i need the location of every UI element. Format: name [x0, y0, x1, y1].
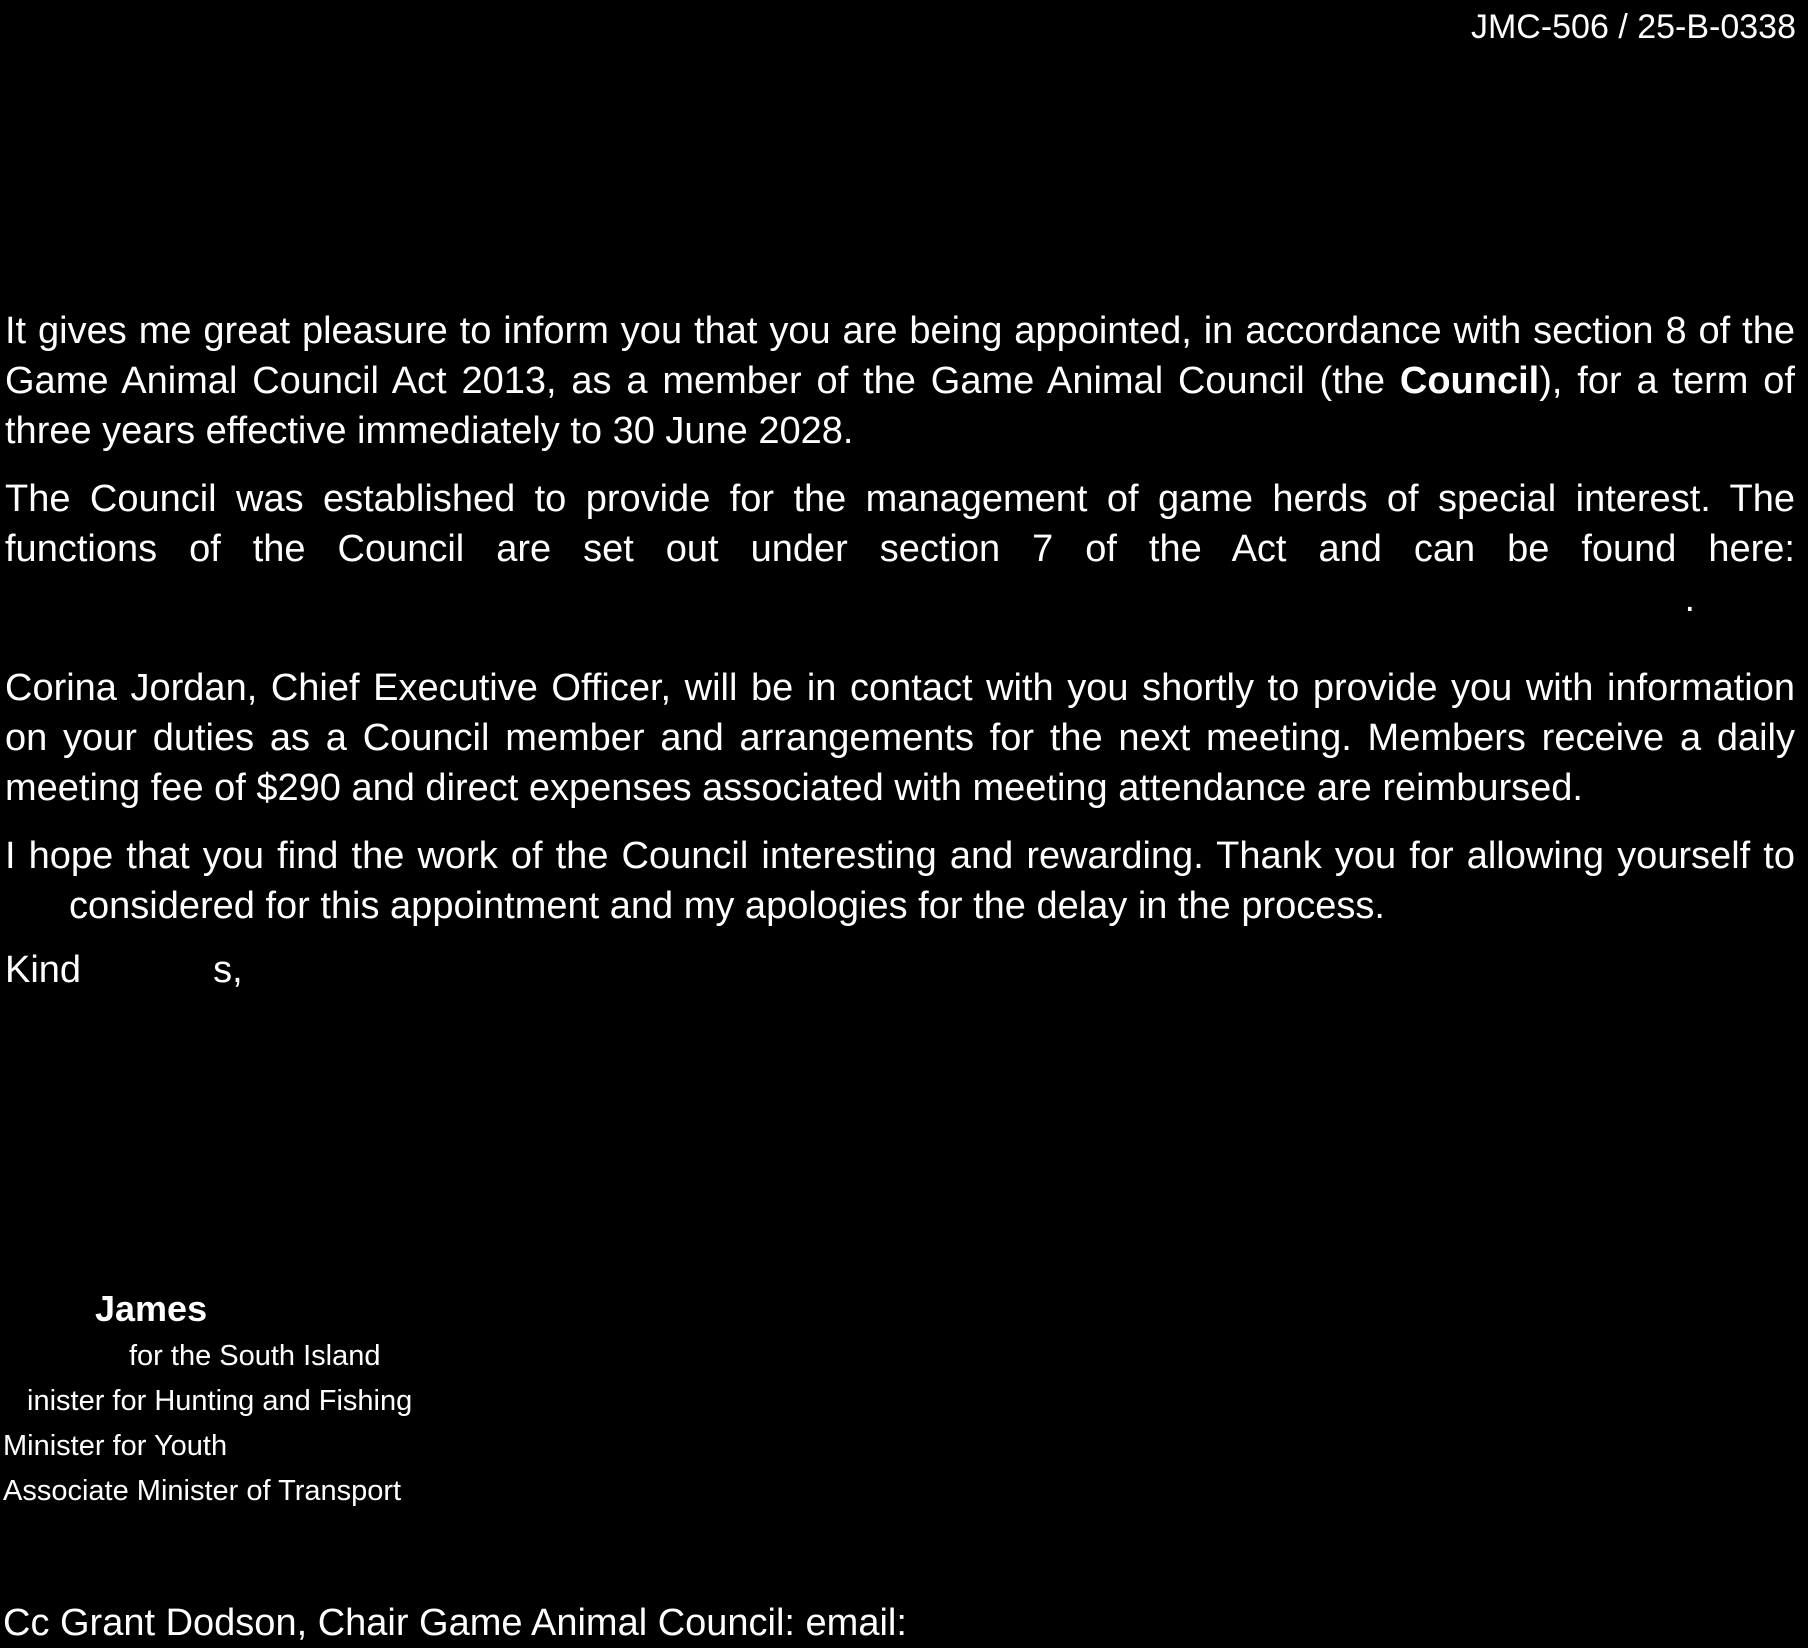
cc-line: Cc Grant Dodson, Chair Game Animal Council: email:: [3, 1602, 907, 1644]
signatory-title-youth: Minister for Youth: [3, 1430, 228, 1462]
paragraph-thanks: [5, 831, 1795, 931]
redacted-link-area: [5, 574, 1795, 624]
signatory-title-transport: Associate Minister of Transport: [3, 1475, 402, 1507]
thanks-text-end: considered for this appointment and my apologies for the delay in the process.: [69, 885, 1385, 927]
letter-body: [5, 306, 1795, 995]
paragraph-contact-fees: Corina Jordan, Chief Executive Officer, will be in contact with you shortly to provide you with information on your duties as a Council member and arrangements for the next meeting. Members receive a daily meeting fee of $290 and direct expenses associated with meeting attendance are reimbursed.: [5, 667, 1795, 809]
signature-block: [3, 1284, 412, 1514]
closing-word-end: s,: [213, 949, 243, 991]
paragraph-appointment: [5, 306, 1795, 456]
signatory-name: James: [95, 1288, 208, 1329]
council-defined-term: Council: [1399, 360, 1540, 402]
signatory-title-south-island: for the South Island: [129, 1340, 381, 1372]
reference-number: JMC-506 / 25-B-0338: [1470, 8, 1796, 46]
closing-word-kind: Kind: [5, 949, 82, 991]
appointment-text-end: ), for a term of three years effective immediately to 30 June 2028.: [5, 360, 1795, 452]
functions-trailing-period: .: [1684, 578, 1695, 620]
functions-text: The Council was established to provide for the management of game herds of special interest. The functions of the Council are set out under section 7 of the Act and can be found here:: [5, 478, 1795, 570]
signatory-title-hunting-fishing: inister for Hunting and Fishing: [27, 1385, 413, 1417]
appointment-text-start: It gives me great pleasure to inform you that you are being appointed, in accordance with section 8 of the Game Animal Council Act 2013, as a member of the Game Animal Council (the: [5, 310, 1795, 402]
closing-salutation: [5, 945, 1795, 995]
paragraph-council-functions: [5, 474, 1795, 637]
thanks-text-start: I hope that you find the work of the Council interesting and rewarding. Thank you for allowing yourself to: [5, 835, 1795, 877]
